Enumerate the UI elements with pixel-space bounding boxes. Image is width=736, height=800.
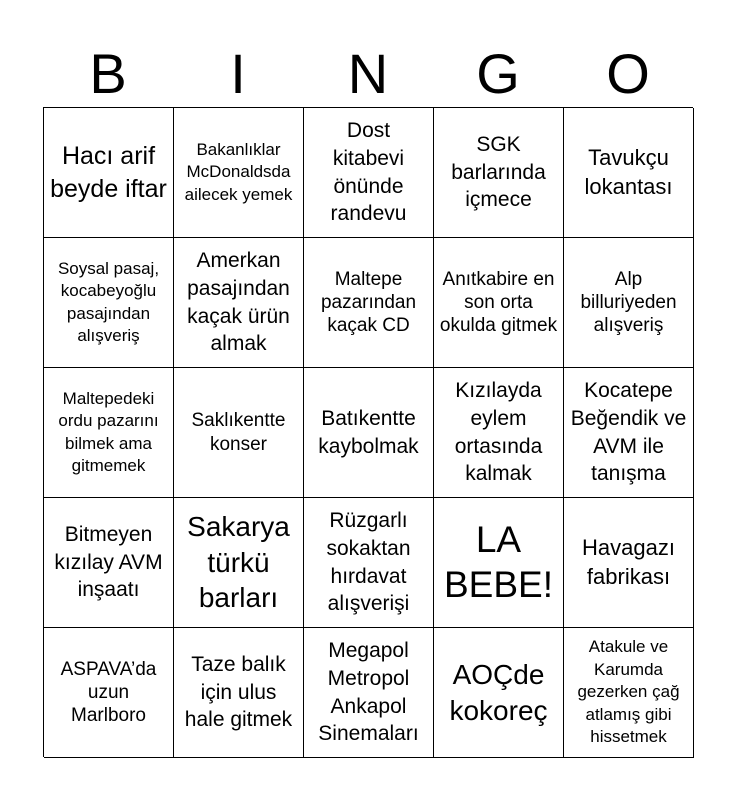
bingo-cell-3-3[interactable]	[304, 368, 434, 498]
bingo-cell-2-2[interactable]	[174, 238, 304, 368]
bingo-cell-4-4[interactable]	[434, 498, 564, 628]
header-letter-i: I	[230, 42, 246, 105]
header-letter-g: G	[476, 42, 520, 105]
cell-text: Soysal pasaj, kocabeyoğlu pasajından alışveriş	[57, 258, 160, 345]
bingo-cell-5-5[interactable]	[564, 628, 694, 758]
cell-text: Amerkan pasajından kaçak ürün almak	[187, 249, 290, 356]
bingo-cell-4-2[interactable]	[174, 498, 304, 628]
bingo-cell-1-3[interactable]	[304, 108, 434, 238]
cell-text: ASPAVA’da uzun Marlboro	[60, 658, 157, 727]
bingo-cell-5-4[interactable]	[434, 628, 564, 758]
cell-text: Maltepe pazarından kaçak CD	[320, 268, 417, 337]
cell-text: Alp billuriyeden alışveriş	[580, 268, 677, 337]
bingo-cell-1-4[interactable]	[434, 108, 564, 238]
bingo-cell-4-1[interactable]	[44, 498, 174, 628]
bingo-cell-5-3[interactable]	[304, 628, 434, 758]
cell-text: Bakanlıklar McDonaldsda ailecek yemek	[184, 139, 293, 204]
cell-text: Atakule ve Karumda gezerken çağ atlamış gibi hissetmek	[577, 637, 680, 747]
cell-text: Maltepedeki ordu pazarını bilmek ama gitmemek	[58, 388, 159, 475]
cell-text: Anıtkabire en son orta okulda gitmek	[439, 268, 558, 337]
cell-text-free: LA BEBE!	[444, 519, 553, 605]
bingo-cell-2-4[interactable]	[434, 238, 564, 368]
cell-text: Batıkentte kaybolmak	[318, 406, 419, 458]
cell-text: Bitmeyen kızılay AVM inşaatı	[54, 522, 163, 602]
cell-text: Taze balık için ulus hale gitmek	[184, 652, 293, 732]
cell-text: SGK barlarında içmece	[451, 132, 546, 212]
cell-text: Rüzgarlı sokaktan hırdavat alışverişi	[326, 509, 411, 616]
cell-text: Sakarya türkü barları	[187, 510, 290, 614]
bingo-cell-4-3[interactable]	[304, 498, 434, 628]
cell-text: Tavukçu lokantası	[584, 144, 673, 199]
cell-text: Kızılayda eylem ortasında kalmak	[454, 379, 543, 486]
bingo-cell-2-1[interactable]	[44, 238, 174, 368]
cell-text: Saklıkentte konser	[191, 410, 286, 455]
header-letter-b: B	[89, 42, 127, 105]
bingo-cell-4-5[interactable]	[564, 498, 694, 628]
bingo-header	[43, 40, 693, 108]
cell-text: Havagazı fabrikası	[582, 534, 675, 589]
bingo-cell-1-1[interactable]	[44, 108, 174, 238]
bingo-cell-2-5[interactable]	[564, 238, 694, 368]
bingo-board	[43, 107, 693, 757]
header-letter-o: O	[606, 42, 650, 105]
bingo-cell-2-3[interactable]	[304, 238, 434, 368]
bingo-cell-3-5[interactable]	[564, 368, 694, 498]
bingo-cell-5-1[interactable]	[44, 628, 174, 758]
cell-text: Megapol Metropol Ankapol Sinemaları	[318, 639, 419, 746]
bingo-cell-3-4[interactable]	[434, 368, 564, 498]
bingo-cell-5-2[interactable]	[174, 628, 304, 758]
bingo-cell-3-2[interactable]	[174, 368, 304, 498]
bingo-cell-3-1[interactable]	[44, 368, 174, 498]
bingo-cell-1-5[interactable]	[564, 108, 694, 238]
cell-text: Dost kitabevi önünde randevu	[330, 119, 407, 226]
bingo-cell-1-2[interactable]	[174, 108, 304, 238]
cell-text: AOÇde kokoreç	[449, 658, 548, 726]
cell-text: Hacı arif beyde iftar	[50, 142, 167, 203]
header-letter-n: N	[347, 42, 389, 105]
cell-text: Kocatepe Beğendik ve AVM ile tanışma	[570, 379, 687, 486]
